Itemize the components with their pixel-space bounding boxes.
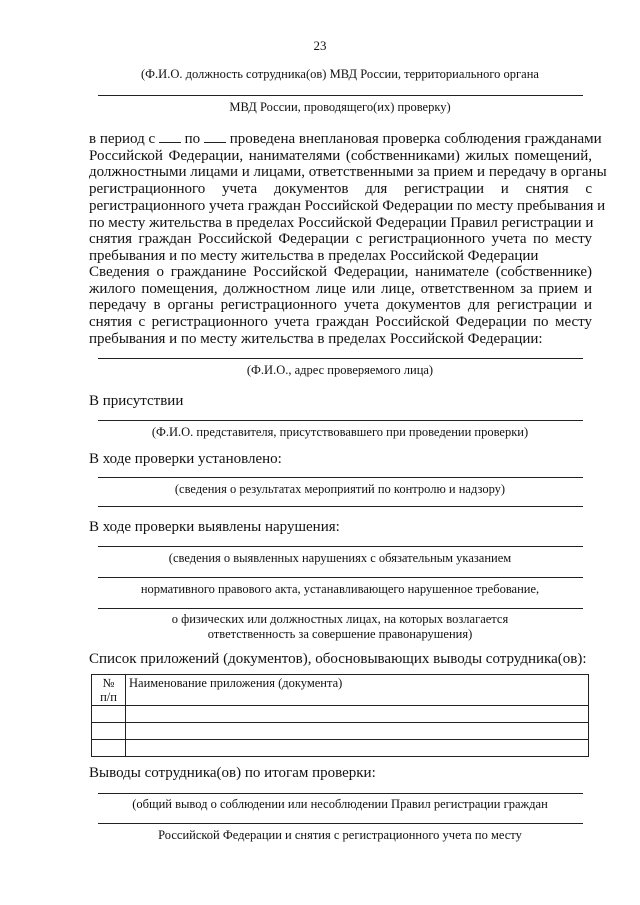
para1-line2: Российской Федерации, нанимателями (собственниками) жилых помещений, <box>89 147 592 164</box>
header-name-cell: Наименование приложения (документа) <box>126 675 589 706</box>
header-caption-line1: (Ф.И.О. должность сотрудника(ов) МВД России, территориального органа <box>141 67 539 81</box>
para2-line4: снятия с регистрационного учета граждан Российской Федерации по месту <box>89 314 592 331</box>
person-field-rule <box>98 358 583 359</box>
table-cell[interactable] <box>126 740 589 757</box>
caption-violations-3: о физических или должностных лицах, на которых возлагается <box>171 612 509 626</box>
caption-results: (сведения о результатах мероприятий по контролю и надзору) <box>174 482 506 496</box>
period-end-blank[interactable] <box>204 130 226 143</box>
inspection-paragraph <box>89 130 607 265</box>
table-cell[interactable] <box>92 740 126 757</box>
caption-violations-4: ответственность за совершение правонарушения) <box>207 627 473 641</box>
violations-field-rule-1 <box>98 546 583 547</box>
conclusions-label: Выводы сотрудника(ов) по итогам проверки: <box>89 765 376 781</box>
para1-line6: по месту жительства в пределах Российской Федерации Правил регистрации и <box>89 214 594 231</box>
table-row <box>92 723 589 740</box>
person-info-paragraph <box>89 264 592 348</box>
header-number-cell <box>92 675 126 706</box>
table-header-row <box>92 675 589 706</box>
table-cell[interactable] <box>126 706 589 723</box>
representative-field-rule <box>98 420 583 421</box>
para1-line5: регистрационного учета граждан Российской Федерации по месту пребывания и <box>89 197 606 214</box>
period-start-blank[interactable] <box>159 130 181 143</box>
para2-line5: пребывания и по месту жительства в пределах Российской Федерации: <box>89 330 543 347</box>
caption-person: (Ф.И.О., адрес проверяемого лица) <box>246 363 434 377</box>
established-label: В ходе проверки установлено: <box>89 451 282 467</box>
para2-line3: передачу в органы регистрационного учета документов для регистрации и <box>89 297 592 314</box>
para2-line1: Сведения о гражданине Российской Федерации, нанимателе (собственнике) <box>89 264 592 280</box>
attachments-label: Список приложений (документов), обосновывающих выводы сотрудника(ов): <box>89 651 587 667</box>
number-abbrev: п/п <box>100 690 117 704</box>
conclusions-field-rule-1 <box>98 793 583 794</box>
para1-line8: пребывания и по месту жительства в пределах Российской Федерации <box>89 247 539 264</box>
table-row <box>92 706 589 723</box>
violations-field-rule-2 <box>98 577 583 578</box>
para1-line3: должностными лицами и лицами, ответственными за прием и передачу в органы <box>89 164 607 181</box>
caption-violations-1: (сведения о выявленных нарушениях с обязательным указанием <box>168 551 512 565</box>
header-caption-line2: МВД России, проводящего(их) проверку) <box>229 100 451 114</box>
caption-conclusions-2: Российской Федерации и снятия с регистрационного учета по месту <box>158 828 522 842</box>
para1-line1: в период с по проведена внеплановая проверка соблюдения гражданами <box>89 131 602 147</box>
table-cell[interactable] <box>92 723 126 740</box>
presence-label: В присутствии <box>89 393 184 409</box>
page-number: 23 <box>313 38 327 53</box>
caption-violations-2: нормативного правового акта, устанавливающего нарушенное требование, <box>140 582 540 596</box>
para1-line7: снятия граждан Российской Федерации с регистрационного учета по месту <box>89 231 592 248</box>
para2-line2: жилого помещения, должностном лице или лице, ответственном за прием и <box>89 280 592 297</box>
number-sign: № <box>102 676 115 690</box>
table-cell[interactable] <box>92 706 126 723</box>
results-field-rule <box>98 477 583 478</box>
conclusions-field-rule-2 <box>98 823 583 824</box>
caption-representative: (Ф.И.О. представителя, присутствовавшего при проведении проверки) <box>151 425 529 439</box>
table-row <box>92 740 589 757</box>
header-rule <box>98 95 583 96</box>
attachments-table <box>91 674 589 757</box>
violations-field-rule-3 <box>98 608 583 609</box>
para1-line4: регистрационного учета документов для регистрации и снятия с <box>89 181 592 198</box>
caption-conclusions-1: (общий вывод о соблюдении или несоблюдении Правил регистрации граждан <box>132 797 548 811</box>
table-cell[interactable] <box>126 723 589 740</box>
violations-label: В ходе проверки выявлены нарушения: <box>89 519 340 535</box>
results-field-rule-2 <box>98 506 583 507</box>
